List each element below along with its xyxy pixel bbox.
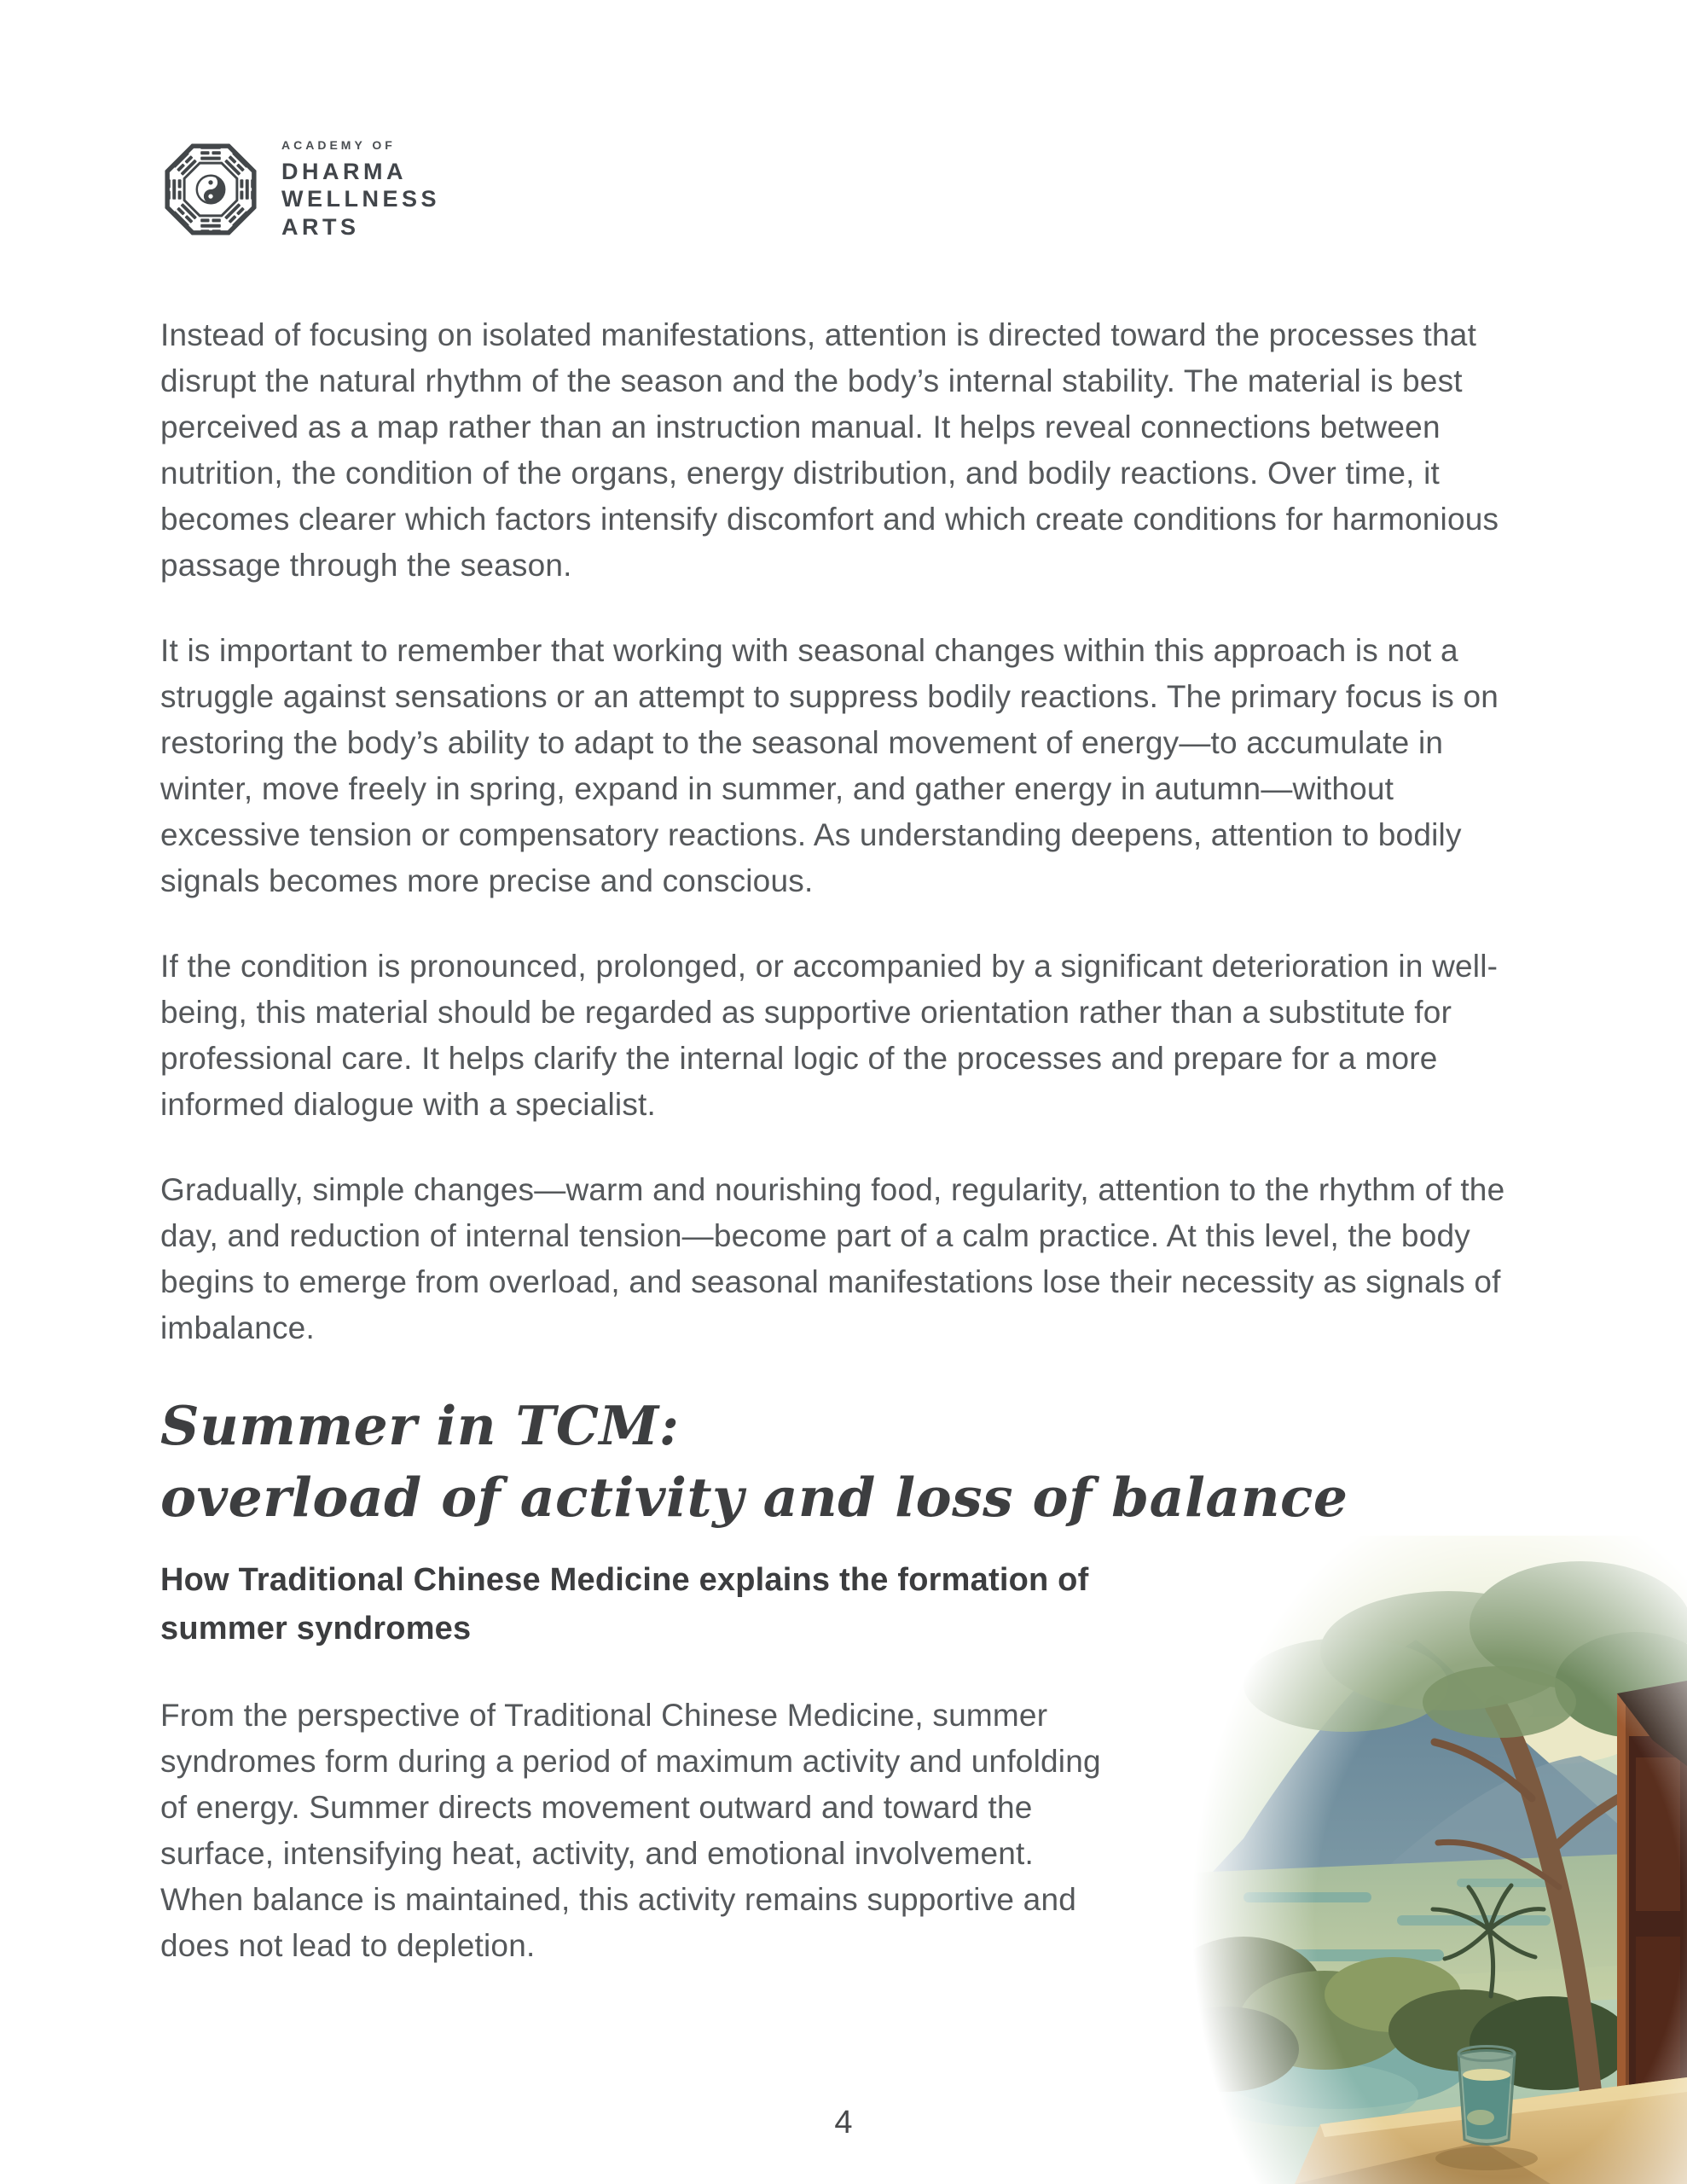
logo bbox=[160, 138, 440, 241]
bagua-yinyang-icon bbox=[160, 139, 261, 240]
section-subheading-line2: summer syndromes bbox=[160, 1610, 472, 1647]
section-heading-line1: Summer in TCM: bbox=[160, 1394, 680, 1457]
article-body bbox=[160, 312, 1535, 2008]
body-paragraph: If the condition is pronounced, prolonged, or accompanied by a significant deterioration in well-being, this material should be regarded as supportive orientation rather than a substitute for professional care. It helps clarify the internal logic of the processes and prepare for a more informed dialogue with a specialist. bbox=[160, 949, 1499, 1122]
logo-wordmark bbox=[281, 138, 440, 241]
body-paragraph: Gradually, simple changes—warm and nourishing food, regularity, attention to the rhythm of the day, and reduction of internal tension—become part of a calm practice. At this level, the body begins to emerge from overload, and seasonal manifestations lose their necessity as signals of imbalance. bbox=[160, 1172, 1505, 1345]
logo-name-line: DHARMA bbox=[281, 159, 407, 184]
section-subheading bbox=[160, 1556, 1535, 1653]
body-paragraph: Instead of focusing on isolated manifestations, attention is directed toward the processes that disrupt the natural rhythm of the season and the body’s internal stability. The material is best perceived as a map rather than an instruction manual. It helps reveal connections between nutrition, the condition of the organs, energy distribution, and bodily reactions. Over time, it becomes clearer which factors intensify discomfort and which create conditions for harmonious passage through the season. bbox=[160, 317, 1499, 583]
logo-name-line: ARTS bbox=[281, 213, 360, 240]
logo-name-line: WELLNESS bbox=[281, 186, 441, 212]
logo-academy-of: ACADEMY OF bbox=[281, 138, 396, 152]
section-subheading-line1: How Traditional Chinese Medicine explains the formation of bbox=[160, 1561, 1089, 1598]
body-paragraph: It is important to remember that working with seasonal changes within this approach is not a struggle against sensations or an attempt to suppress bodily reactions. The primary focus is on restoring the body’s ability to adapt to the seasonal movement of energy—to accumulate in winter, move freely in spring, expand in summer, and gather energy in autumn—without excessive tension or compensatory reactions. As understanding deepens, attention to bodily signals becomes more precise and conscious. bbox=[160, 633, 1499, 898]
section-heading bbox=[160, 1391, 1535, 1534]
body-paragraph: From the perspective of Traditional Chinese Medicine, summer syndromes form during a period of maximum activity and unfolding of energy. Summer directs movement outward and toward the surface, intensifying heat, activity, and emotional involvement. When balance is maintained, this activity remains supportive and does not lead to depletion. bbox=[160, 1697, 1101, 1963]
page-number: 4 bbox=[834, 2105, 853, 2140]
section-heading-line2: overload of activity and loss of balance bbox=[160, 1465, 1348, 1529]
